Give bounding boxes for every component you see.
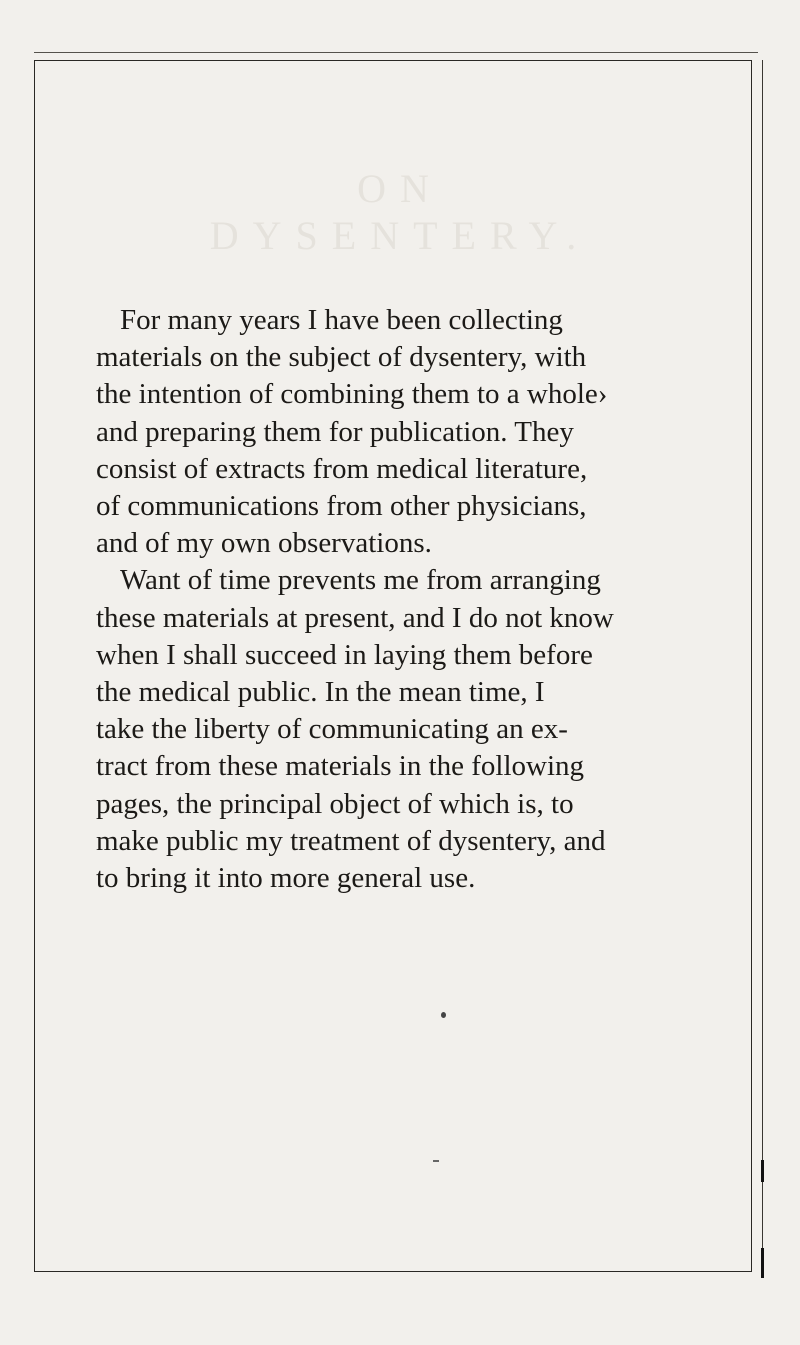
text-line: these materials at present, and I do not know [96, 601, 614, 634]
text-line: and of my own observations. [96, 527, 432, 560]
page-edge-top [34, 52, 758, 53]
text-line: of communications from other physicians, [96, 490, 587, 523]
bleed-through-heading: ON DYSENTERY. [209, 166, 591, 258]
binding-mark-upper [761, 1160, 764, 1182]
text-line: pages, the principal object of which is, to [96, 787, 574, 820]
binding-mark-lower [761, 1248, 764, 1278]
text-line: materials on the subject of dysentery, with [96, 341, 587, 374]
text-line: and preparing them for publication. They [96, 415, 574, 448]
ink-speck [441, 1012, 446, 1018]
text-line: make public my treatment of dysentery, and [96, 824, 606, 857]
text-line: consist of extracts from medical literature, [96, 452, 588, 485]
text-line: take the liberty of communicating an ex- [96, 713, 568, 746]
text-line: when I shall succeed in laying them before [96, 638, 593, 671]
text-line: tract from these materials in the following [96, 750, 585, 783]
text-line: to bring it into more general use. [96, 862, 476, 895]
paragraph-1 [96, 302, 746, 562]
text-line: the medical public. In the mean time, I [96, 676, 545, 709]
document-body [96, 302, 746, 897]
text-line: Want of time prevents me from arranging [120, 564, 601, 597]
paragraph-2 [96, 562, 746, 897]
text-line: For many years I have been collecting [120, 304, 563, 336]
text-line: the intention of combining them to a whole› [96, 378, 608, 411]
ink-speck [433, 1160, 439, 1162]
page-edge-right [762, 60, 763, 1275]
